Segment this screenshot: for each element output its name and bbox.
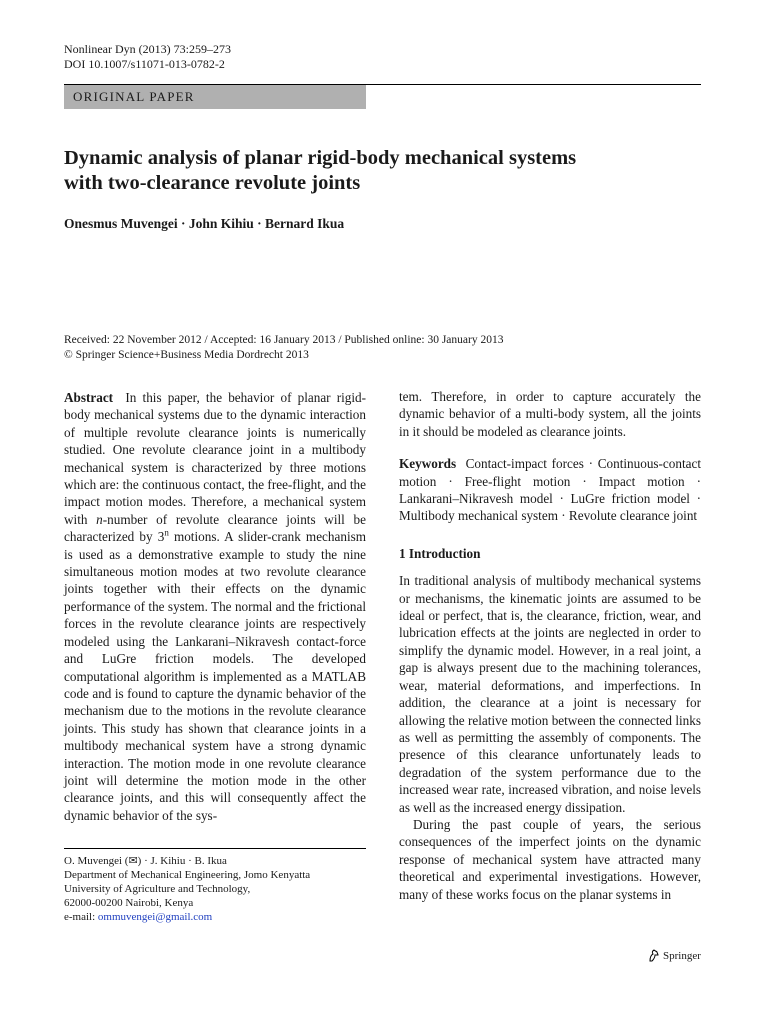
footnote-address: 62000-00200 Nairobi, Kenya [64, 897, 194, 909]
footnote-university: University of Agriculture and Technology, [64, 883, 251, 895]
title-line-1: Dynamic analysis of planar rigid-body mechanical systems [64, 147, 577, 169]
publication-history [64, 333, 503, 363]
abstract-text-2: -number of revolute clearance joints will be characterized by 3 [64, 511, 366, 545]
right-column [399, 388, 701, 903]
doi: DOI 10.1007/s11071-013-0782-2 [64, 57, 225, 71]
section-heading-introduction: 1 Introduction [399, 545, 481, 561]
keywords-text: Contact-impact forces · Continuous-contact motion · Free-flight motion · Impact motion · Lankarani–Nikravesh model · LuGre friction model · Multibody mechanical system · Revolute clearance joint [399, 456, 702, 524]
article-title [64, 146, 704, 196]
abstract-text-1: In this paper, the behavior of planar rigid-body mechanical systems due to the dynamic interaction of multiple revolute clearance joints is numerically studied. One revolute clearance joint in a multibody mechanical system is characterized by three motions which are: the continuous contact, the free-flight, and the impact motion modes. Therefore, a mechanical system with [64, 390, 367, 527]
publisher-name: Springer [663, 949, 701, 962]
abstract [64, 389, 366, 824]
title-line-2: with two-clearance revolute joints [64, 172, 361, 194]
publisher-logo [648, 949, 701, 962]
keywords-heading: Keywords [399, 456, 457, 472]
footnote-authors: O. Muvengei (✉) · J. Kihiu · B. Ikua [64, 855, 227, 867]
author-affiliation-footnote [64, 854, 366, 924]
copyright-notice: © Springer Science+Business Media Dordrecht 2013 [64, 349, 309, 361]
introduction-paragraph-1: In traditional analysis of multibody mechanical systems or mechanisms, the kinematic joints are assumed to be ideal or perfect, that is, the clearance, friction, wear, and lubrication effects at the joints are neglected in order to simplify the dynamic model. However, in a real joint, a gap is always present due to the machining tolerances, wear, material deformations, and imperfections. In addition, the clearance at a joint is necessary for allowing the relative motion between the connected links as well as permitting the assembly of components. The presence of this clearance unfortunately leads to degradation of the system performance due to the increased wear rate, increased vibration, and noise levels as well as the increased energy dissipation. [399, 573, 701, 815]
keywords [399, 455, 701, 525]
footnote-department: Department of Mechanical Engineering, Jomo Kenyatta [64, 869, 311, 881]
journal-citation [64, 42, 231, 72]
paper-type-banner: ORIGINAL PAPER [64, 85, 366, 109]
received-accepted-dates: Received: 22 November 2012 / Accepted: 16 January 2013 / Published online: 30 January 2013 [64, 334, 504, 346]
author-list: Onesmus Muvengei · John Kihiu · Bernard Ikua [64, 216, 345, 231]
email-label: e-mail: [64, 911, 98, 923]
email-link[interactable]: ommuvengei@gmail.com [97, 911, 213, 923]
left-column [64, 389, 366, 824]
abstract-text-3: motions. A slider-crank mechanism is used as a demonstrative example to study the nine simultaneous motion modes at two revolute clearance joints together with their effects on the dynamic performance of the system. The normal and the frictional forces in the revolute clearance joints are respectively modeled using the Lankarani–Nikravesh contact-force and LuGre friction models. The developed computational algorithm is implemented as a MATLAB code and is found to capture the dynamic behavior of the mechanism due to the motions in the revolute clearance joints. This study has shown that clearance joints in a multibody mechanical system have a strong dynamic interaction. The motion mode in one revolute clearance joint will determine the motion mode in the other clearance joints, and this will consequently affect the dynamic behavior of the sys- [64, 529, 366, 823]
journal-volume-pages: Nonlinear Dyn (2013) 73:259–273 [64, 42, 231, 56]
springer-horse-icon [648, 949, 659, 962]
abstract-continuation: tem. Therefore, in order to capture accurately the dynamic behavior of a multi-body system, all the joints in it should be modeled as clearance joints. [399, 389, 701, 439]
abstract-heading: Abstract [64, 390, 114, 405]
footnote-email-line [64, 910, 366, 924]
abstract-var-n: n [96, 511, 103, 527]
abstract-superscript-n: n [164, 527, 169, 538]
introduction-paragraph-2: During the past couple of years, the serious consequences of the imperfect joints on the dynamic response of mechanical system have attracted many theoretical and experimental investigations. However, many of these works focus on the planar systems in [399, 816, 701, 902]
footnote-rule [64, 848, 366, 849]
